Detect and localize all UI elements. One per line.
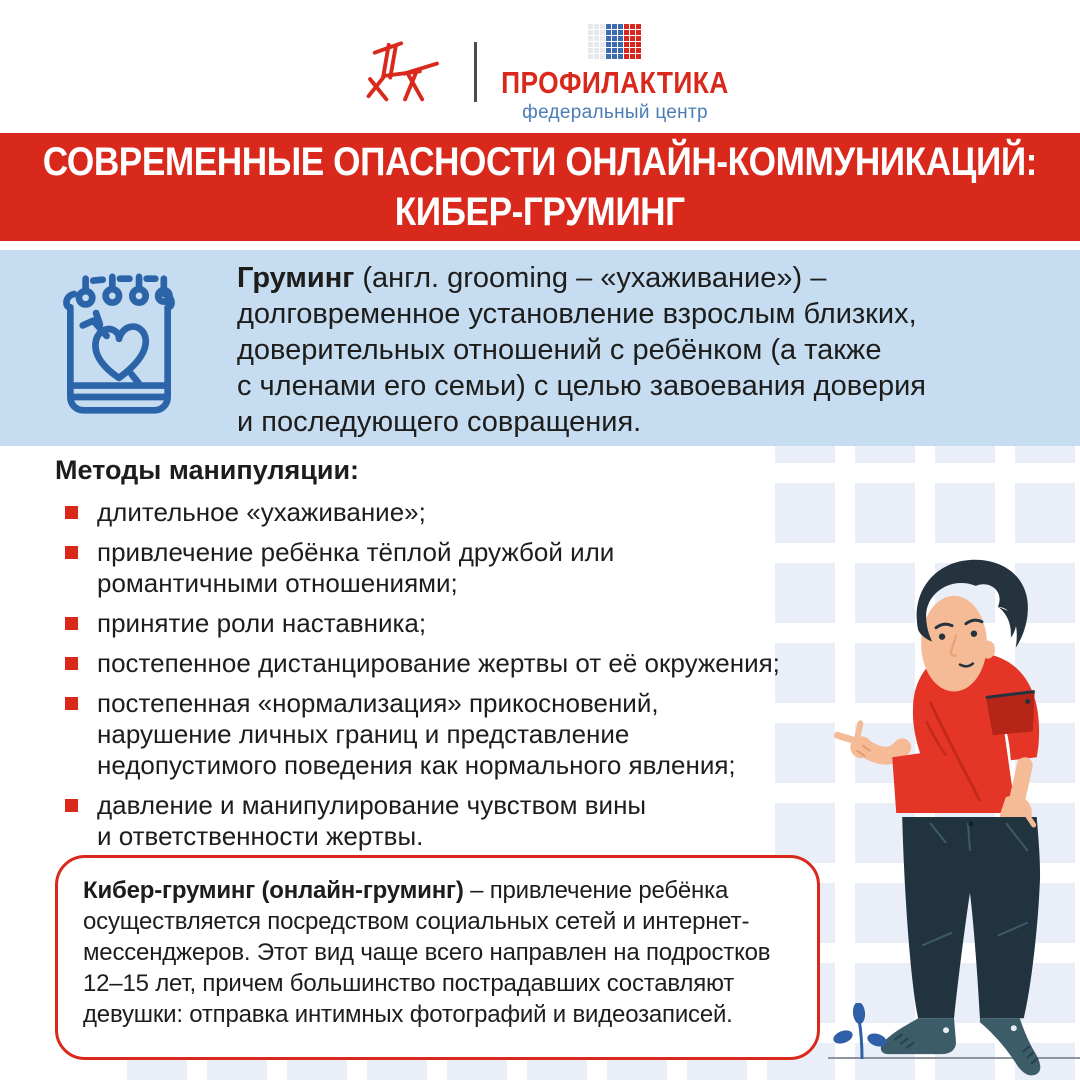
red-square-bullet-icon [65, 799, 78, 812]
red-square-bullet-icon [65, 657, 78, 670]
callout-box [55, 855, 820, 1060]
brand-subtitle: федеральный центр [522, 102, 708, 123]
list-item [55, 790, 795, 852]
definition-term: Груминг [237, 262, 355, 294]
title-banner [0, 133, 1080, 241]
header-divider [474, 42, 477, 102]
definition-body: (англ. grooming – «ухаживание») – долговременное установление взрослым близких, доверительных отношений с ребёнком (а также с членами его семьи) с целью завоевания доверия и последующего совращения. [237, 262, 926, 438]
list-item-text: постепенное дистанцирование жертвы от её окружения; [97, 648, 780, 678]
banner-title-line2: КИБЕР-ГРУМИНГ [395, 190, 685, 234]
notepad-heart-icon [57, 270, 181, 420]
callout-body: – привлечение ребёнка осуществляется посредством социальных сетей и интернет-мессенджеров. Этот вид чаще всего направлен на подростков 12–15 лет, причем большинство пострадавших составляют девушки: отправка интимных фотографий и видеозаписей. [83, 877, 771, 1028]
man-pointing-illustration [830, 552, 1080, 1080]
list-item [55, 497, 795, 528]
list-item-text: принятие роли наставника; [97, 608, 427, 638]
red-square-bullet-icon [65, 546, 78, 559]
methods-list [55, 497, 795, 861]
callout-text [83, 875, 795, 1030]
plant-sprout-illustration [832, 1003, 890, 1059]
list-item [55, 537, 795, 599]
list-item [55, 688, 795, 781]
red-square-bullet-icon [65, 697, 78, 710]
banner-title-line1: СОВРЕМЕННЫЕ ОПАСНОСТИ ОНЛАЙН-КОММУНИКАЦИЙ: [42, 140, 1038, 184]
list-item [55, 648, 795, 679]
red-square-bullet-icon [65, 506, 78, 519]
callout-term: Кибер-груминг (онлайн-груминг) [83, 877, 464, 904]
header [0, 0, 1080, 133]
pixel-grid-logo-icon [588, 24, 642, 60]
definition-text [237, 260, 1017, 440]
list-item-text: длительное «ухаживание»; [97, 497, 426, 527]
list-item [55, 608, 795, 639]
list-item-text: постепенная «нормализация» прикосновений, нарушение личных границ и представление недопустимого поведения как нормального явления; [97, 688, 736, 780]
red-square-bullet-icon [65, 617, 78, 630]
methods-heading: Методы манипуляции: [55, 455, 360, 485]
definition-panel [0, 250, 1080, 446]
list-item-text: давление и манипулирование чувством вины и ответственности жертвы. [97, 790, 647, 851]
chair-sketch-icon [358, 34, 442, 104]
logo-block [501, 24, 729, 124]
list-item-text: привлечение ребёнка тёплой дружбой или романтичными отношениями; [97, 537, 615, 598]
brand-title: ПРОФИЛАКТИКА [501, 65, 729, 100]
